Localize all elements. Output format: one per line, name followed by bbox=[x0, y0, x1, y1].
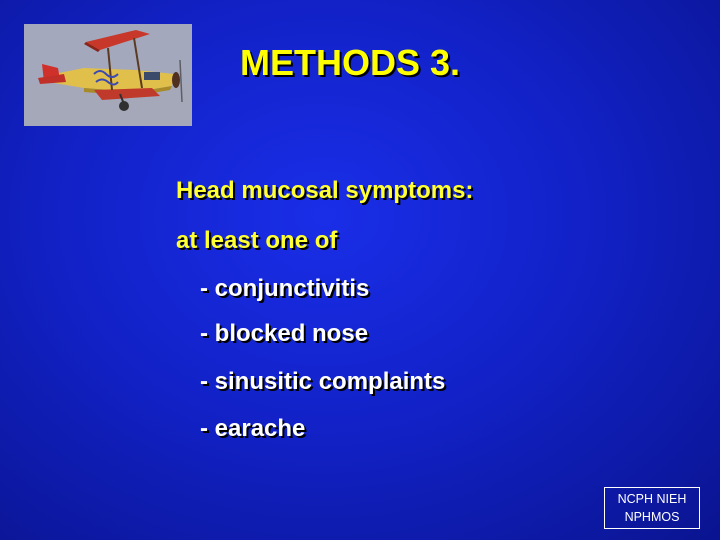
biplane-photo bbox=[24, 24, 192, 126]
badge-line-2: NPHMOS bbox=[624, 510, 680, 524]
list-item: - sinusitic complaints bbox=[200, 368, 446, 395]
slide-title: METHODS 3. bbox=[240, 42, 461, 83]
body-heading: Head mucosal symptoms: bbox=[176, 177, 474, 204]
badge-line-1: NCPH NIEH bbox=[617, 492, 687, 506]
institution-badge bbox=[604, 487, 700, 529]
body-subheading: at least one of bbox=[176, 227, 338, 254]
biplane-icon bbox=[24, 24, 192, 126]
list-item: - conjunctivitis bbox=[200, 275, 370, 302]
list-item: - earache bbox=[200, 415, 306, 442]
list-item: - blocked nose bbox=[200, 320, 369, 347]
